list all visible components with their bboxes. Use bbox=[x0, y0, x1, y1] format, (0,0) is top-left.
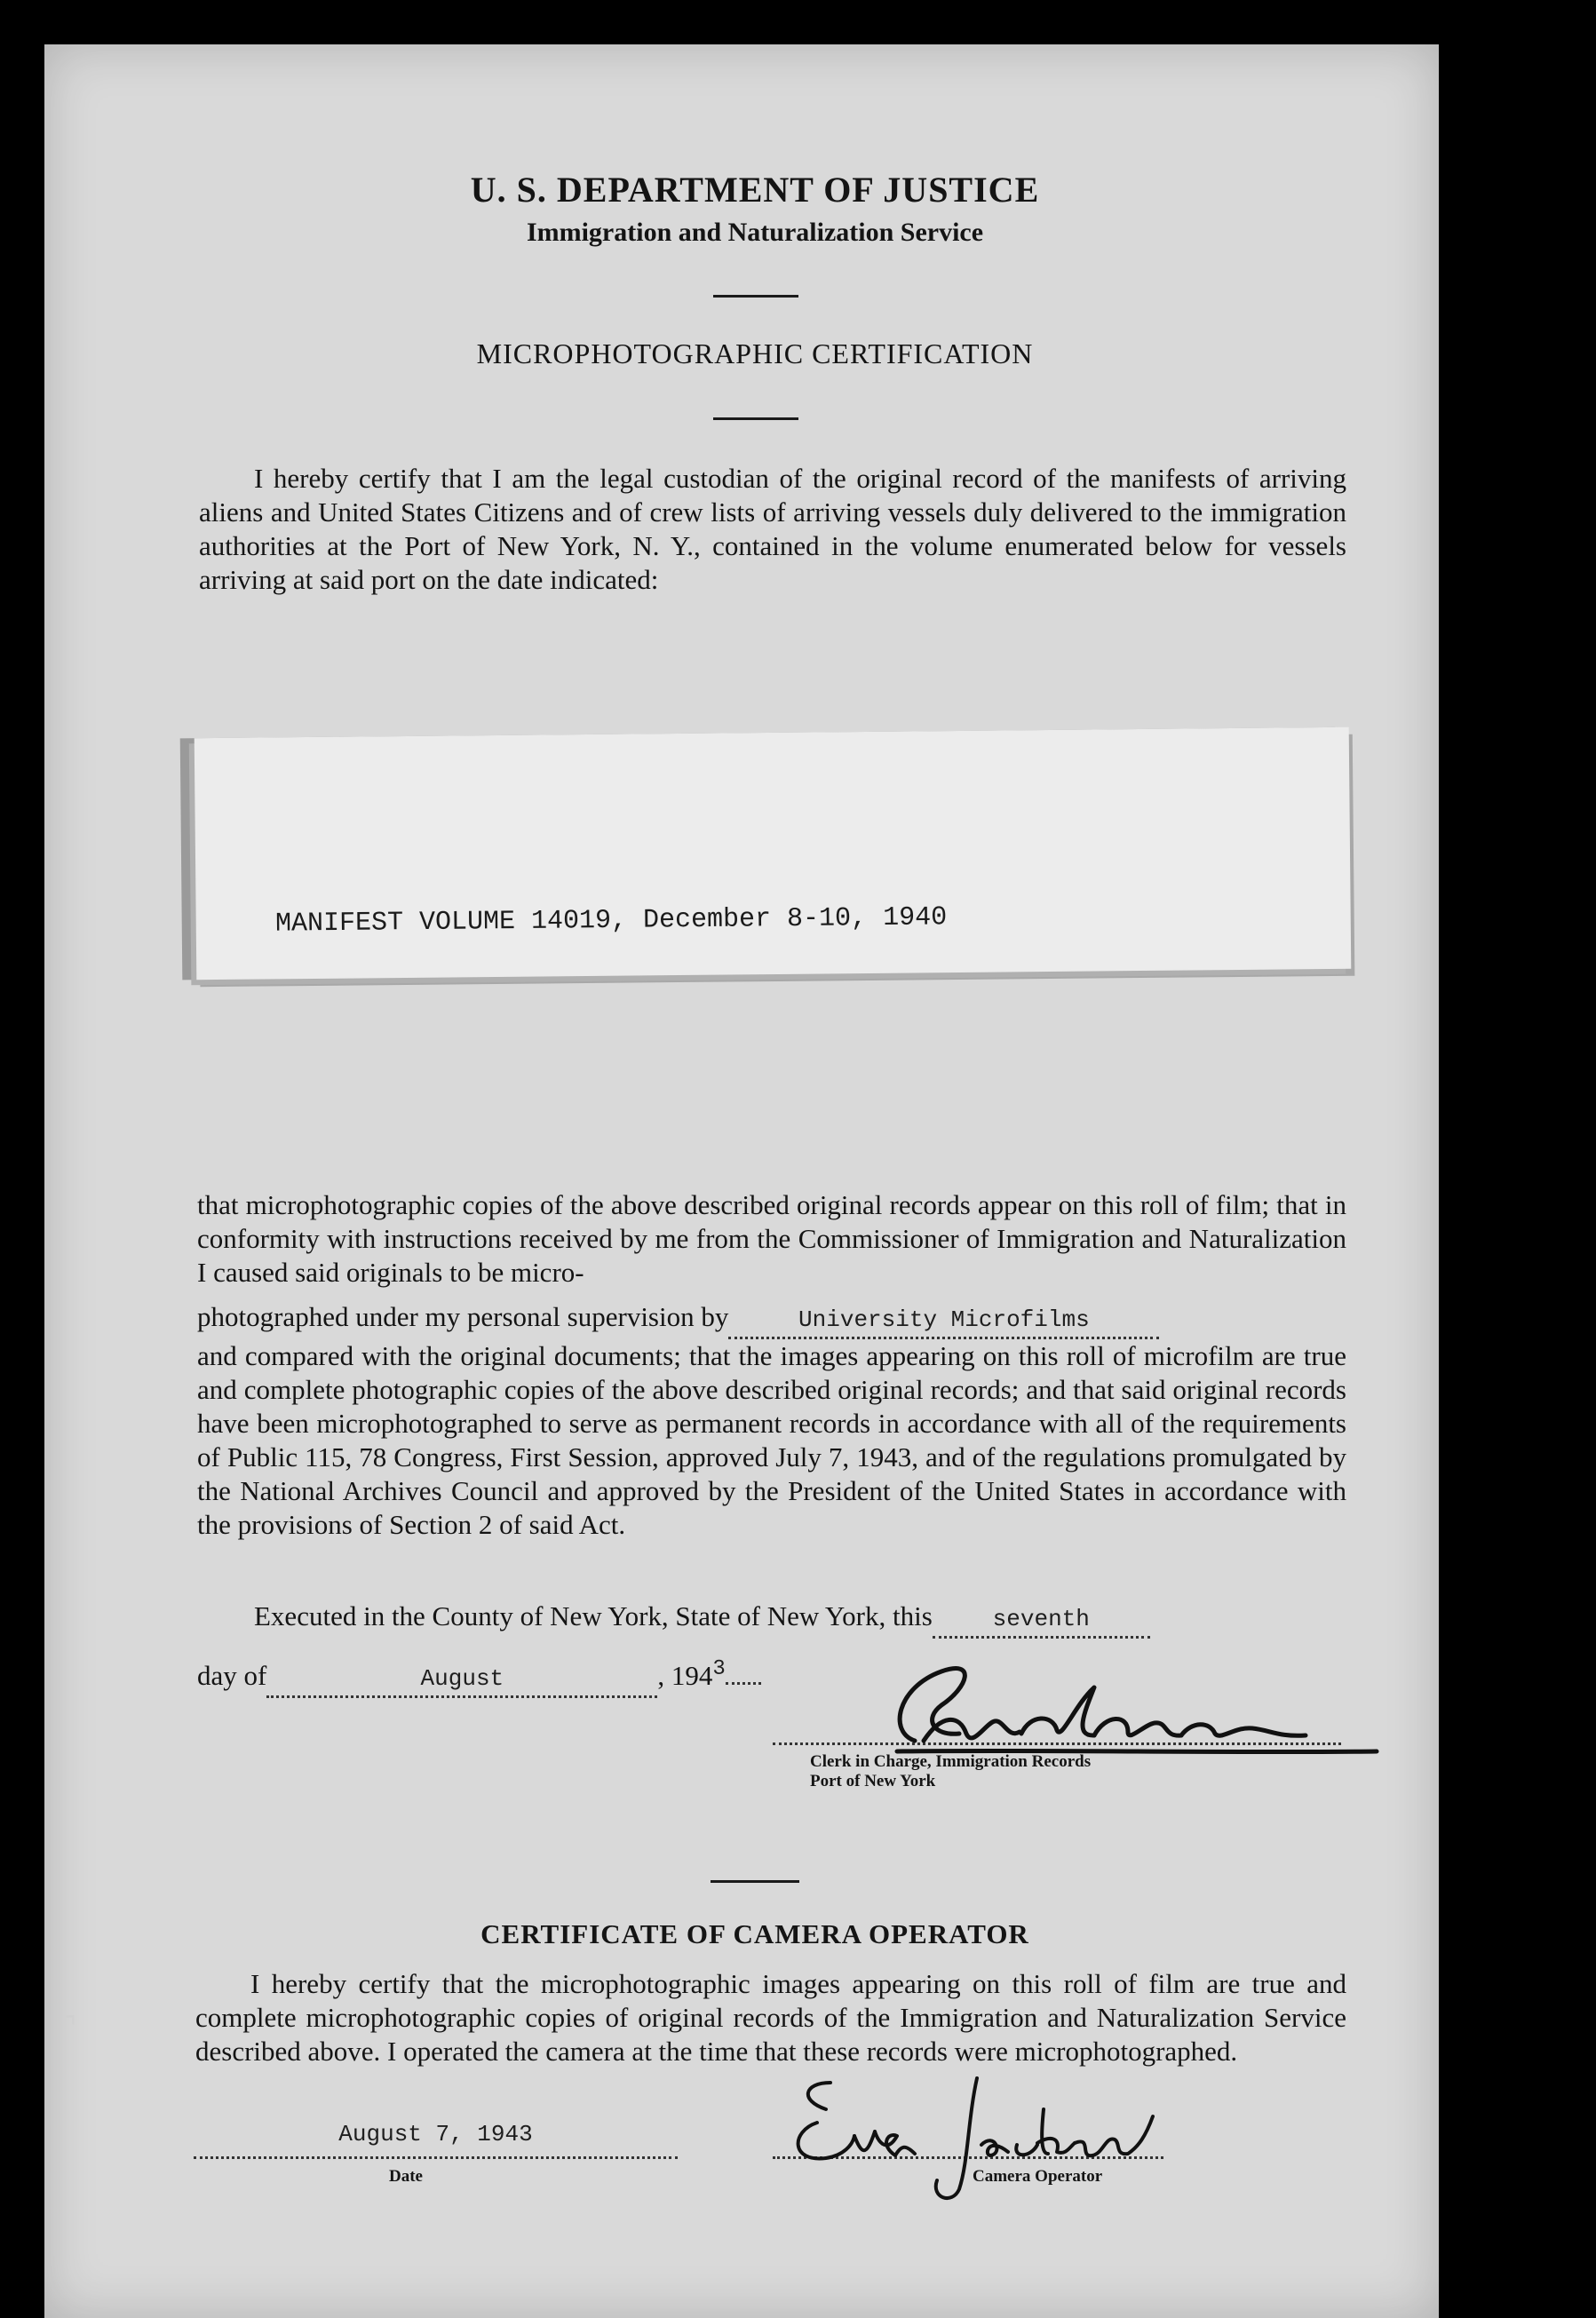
manifest-volume-text bbox=[275, 902, 947, 939]
execution-line bbox=[254, 1600, 1150, 1639]
volume-dates: December 8-10, 1940 bbox=[642, 902, 948, 936]
year-field-end bbox=[726, 1682, 761, 1685]
custodian-paragraph: I hereby certify that I am the legal custodian of the original record of the manifests of arriving aliens and United States Citizens and of crew lists of arriving vessels duly delivered to the immigration authorities at the Port of New York, N. Y., contained in the volume enumerated below for vessels arriving at said port on the date indicated: bbox=[199, 463, 1346, 595]
second-rule bbox=[713, 417, 798, 420]
clerk-title-line2: Port of New York bbox=[810, 1772, 936, 1790]
supervisor-field bbox=[728, 1300, 1159, 1339]
day-field bbox=[933, 1600, 1150, 1639]
margin-mark-left: ⌝ bbox=[64, 2012, 77, 2043]
top-rule bbox=[713, 295, 798, 298]
camera-operator-title: CERTIFICATE OF CAMERA OPERATOR bbox=[480, 1918, 1029, 1949]
operator-label: Camera Operator bbox=[973, 2167, 1103, 2186]
certificate-page bbox=[44, 44, 1439, 2318]
supervisor-value: University Microfilms bbox=[798, 1306, 1090, 1333]
month-field bbox=[266, 1659, 657, 1698]
copies-intro: that microphotographic copies of the above described original records appear on this roll of film; that in conformity with instructions received by me from the Commissioner of Immigration and Naturalization I caused said originals to be micro- bbox=[197, 1189, 1346, 1288]
date-label: Date bbox=[389, 2167, 423, 2186]
operator-paragraph: I hereby certify that the microphotographic images appearing on this roll of film are true and complete microphotographic copies of original records of the Immigration and Naturalization Service described above. I operated the camera at the time that these records were microphotographed. bbox=[195, 1968, 1346, 2067]
execution-prefix: Executed in the County of New York, State of New York, this bbox=[254, 1600, 933, 1631]
supervision-line bbox=[197, 1300, 1346, 1339]
date-field bbox=[194, 2121, 678, 2159]
certification-title: MICROPHOTOGRAPHIC CERTIFICATION bbox=[476, 337, 1034, 369]
volume-label: MANIFEST VOLUME 14019, bbox=[274, 905, 628, 940]
copies-body: and compared with the original documents; that the images appearing on this roll of microfilm are true and complete photographic copies of the above described original records; and that said original records have been microphotographed to serve as permanent records in accordance with all of the requirements of Public 115, 78 Congress, First Session, approved July 7, 1943, and of the regulations promulgated by the National Archives Council and approved by the President of the United States in accordance with the provisions of Section 2 of said Act. bbox=[197, 1340, 1346, 1540]
pasted-volume-slip bbox=[195, 727, 1352, 980]
year-prefix: , 194 bbox=[657, 1660, 713, 1691]
clerk-title bbox=[810, 1752, 1091, 1791]
clerk-signature bbox=[862, 1652, 1412, 1767]
copies-paragraph bbox=[197, 1188, 1346, 1542]
month-line bbox=[197, 1659, 761, 1698]
third-rule bbox=[711, 1880, 799, 1883]
year-digit: 3 bbox=[712, 1657, 726, 1681]
day-value: seventh bbox=[992, 1606, 1090, 1632]
clerk-title-line1: Clerk in Charge, Immigration Records bbox=[810, 1752, 1092, 1771]
service-subtitle: Immigration and Naturalization Service bbox=[526, 218, 984, 247]
date-value: August 7, 1943 bbox=[338, 2121, 533, 2147]
month-value: August bbox=[420, 1665, 504, 1692]
day-of-label: day of bbox=[197, 1660, 267, 1691]
supervision-prefix: photographed under my personal supervision by bbox=[197, 1301, 729, 1332]
department-title: U. S. DEPARTMENT OF JUSTICE bbox=[470, 170, 1040, 210]
